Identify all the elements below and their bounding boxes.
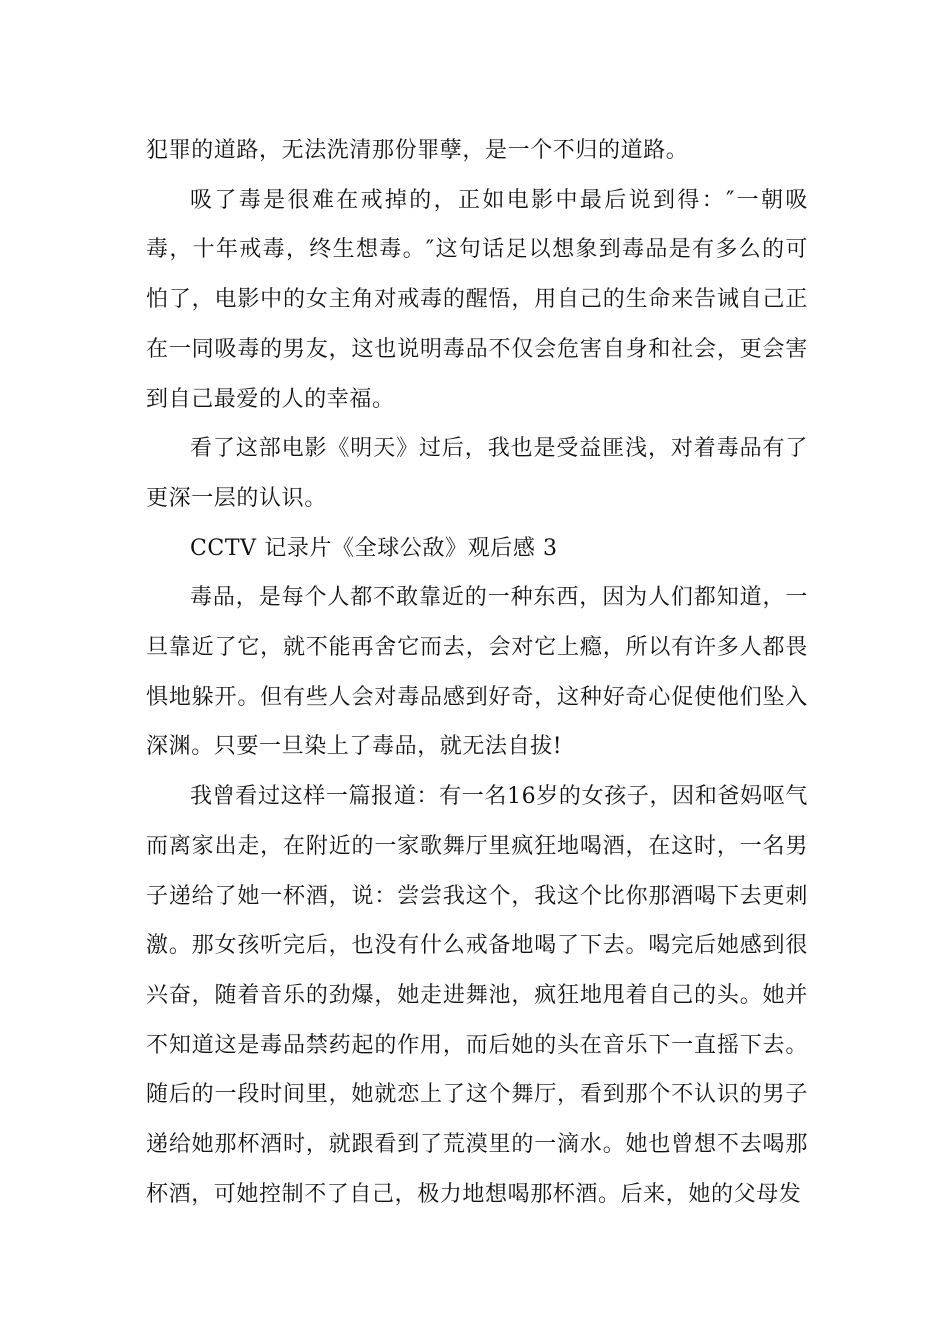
paragraph-report: 我曾看过这样一篇报道：有一名16岁的女孩子，因和爸妈呕气而离家出走，在附近的一家歌舞厅里疯狂地喝酒，在这时，一名男子递给了她一杯酒，说：尝尝我这个，我这个比你那酒喝下去更刺激。那女孩听完后，也没有什么戒备地喝了下去。喝完后她感到很兴奋，随着音乐的劲爆，她走进舞池，疯狂地甩着自己的头。她并不知道这是毒品禁药起的作用，而后她的头在音乐下一直摇下去。随后的一段时间里，她就恋上了这个舞厅，看到那个不认识的男子递给她那杯酒时，就跟看到了荒漠里的一滴水。她也曾想不去喝那杯酒，可她控制不了自己，极力地想喝那杯酒。后来，她的父母发	[146, 784, 808, 1207]
paragraph-continuation: 犯罪的道路，无法洗清那份罪孽，是一个不归的道路。	[146, 138, 689, 163]
paragraph-reflection: 看了这部电影《明天》过后，我也是受益匪浅，对着毒品有了更深一层的认识。	[146, 436, 808, 511]
document-body	[146, 126, 808, 1219]
paragraph-quote: 吸了毒是很难在戒掉的，正如电影中最后说到得：″一朝吸毒，十年戒毒，终生想毒。″这句话足以想象到毒品是有多么的可怕了，电影中的女主角对戒毒的醒悟，用自己的生命来告诫自己正在一同吸毒的男友，这也说明毒品不仅会危害自身和社会，更会害到自己最爱的人的幸福。	[146, 187, 808, 412]
paragraph-drugs-intro: 毒品，是每个人都不敢靠近的一种东西，因为人们都知道，一旦靠近了它，就不能再舍它而去，会对它上瘾，所以有许多人都畏惧地躲开。但有些人会对毒品感到好奇，这种好奇心促使他们坠入深渊。只要一旦染上了毒品，就无法自拔!	[146, 585, 808, 760]
section-heading: CCTV 记录片《全球公敌》观后感 3	[190, 535, 558, 561]
